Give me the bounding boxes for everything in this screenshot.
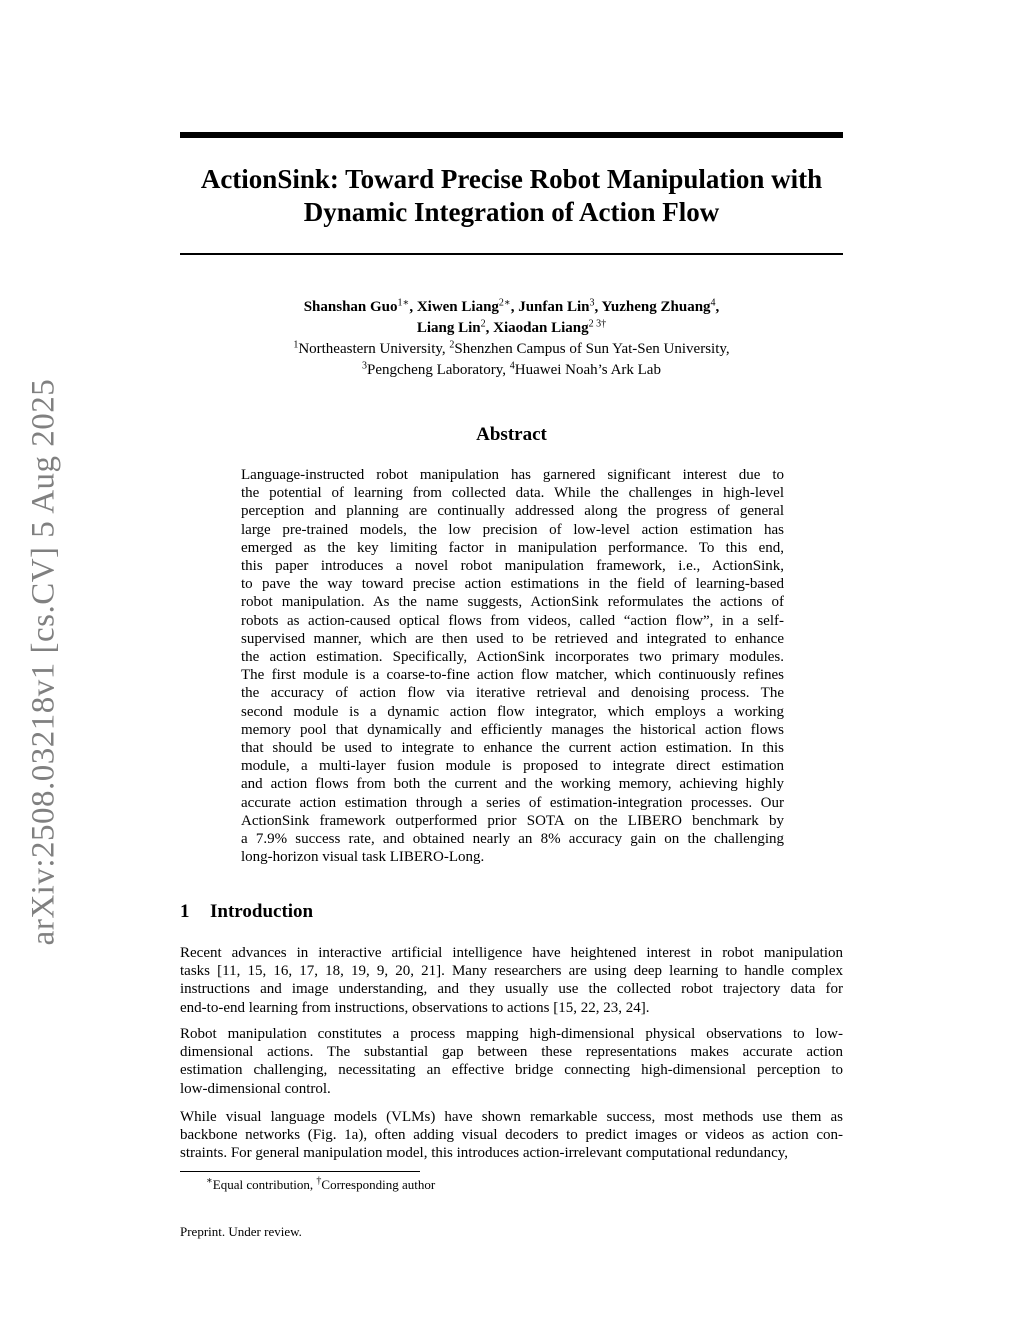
author-affiliation-mark: 2∗ bbox=[498, 297, 511, 309]
section-heading bbox=[180, 901, 313, 923]
body-paragraph bbox=[180, 1108, 843, 1163]
abstract-line: and action flows from both the current and the working memory, achieving highly bbox=[241, 776, 784, 793]
abstract-line: perception and planning are continually addressed along the progress of general bbox=[241, 503, 784, 520]
author-block bbox=[180, 297, 843, 381]
abstract-body bbox=[241, 466, 784, 866]
title-line-2: Dynamic Integration of Action Flow bbox=[303, 197, 720, 227]
abstract-line: emerged as the key limiting factor in manipulation performance. To this end, bbox=[241, 539, 784, 556]
paragraph-line: Recent advances in interactive artificial intelligence have heightened interest in robot manipulation bbox=[180, 945, 843, 961]
author-line-2 bbox=[180, 318, 843, 339]
abstract-line: robot manipulation. As the name suggests, ActionSink reformulates the actions of bbox=[241, 594, 784, 611]
paragraph-line: backbone networks (Fig. 1a), often adding visual decoders to predict images or videos as action con- bbox=[180, 1127, 843, 1144]
arxiv-stamp: arXiv:2508.03218v1 [cs.CV] 5 Aug 2025 bbox=[25, 378, 62, 946]
abstract-line: supervised manner, which are then used to be retrieved and integrated to enhance bbox=[241, 630, 784, 647]
paper-title bbox=[160, 163, 863, 229]
section-number: 1 bbox=[180, 901, 190, 922]
title-bottom-rule bbox=[180, 253, 843, 255]
abstract-line: robots as action-caused optical flows from videos, called “action flow”, in a self- bbox=[241, 612, 784, 629]
abstract-line: a 7.9% success rate, and obtained nearly an 8% accuracy gain on the challenging bbox=[241, 831, 784, 848]
abstract-line: large pre-trained models, the low precision of low-level action estimation has bbox=[241, 521, 784, 538]
body-paragraph bbox=[180, 1025, 843, 1098]
author-affiliation-mark: 3 bbox=[589, 297, 595, 309]
affiliation: Shenzhen Campus of Sun Yat-Sen University, bbox=[454, 341, 730, 357]
page-footer: Preprint. Under review. bbox=[180, 1224, 302, 1239]
author-separator: , bbox=[715, 299, 720, 315]
title-top-rule bbox=[180, 132, 843, 138]
author-affiliation-mark: 2 bbox=[480, 318, 486, 330]
abstract-line: memory pool that dynamically and efficiently manages the historical action flows bbox=[241, 721, 784, 738]
abstract-line: second module is a dynamic action flow integrator, which employs a working bbox=[241, 703, 784, 720]
author-affiliation-mark: 1∗ bbox=[397, 297, 410, 309]
affiliation-mark: 1 bbox=[293, 339, 299, 351]
paragraph-line: end-to-end learning from instructions, observations to actions [15, 22, 23, 24]. bbox=[180, 999, 650, 1016]
abstract-heading: Abstract bbox=[476, 424, 547, 445]
author-name: , Yuzheng Zhuang bbox=[594, 299, 711, 315]
author-name: , Xiwen Liang bbox=[409, 299, 499, 315]
abstract-line: the potential of learning from collected data. While the challenges in high-level bbox=[241, 485, 784, 502]
author-name: , Xiaodan Liang bbox=[485, 320, 589, 336]
title-line-1: ActionSink: Toward Precise Robot Manipulation with bbox=[200, 164, 823, 194]
abstract-line: module, a multi-layer fusion module is proposed to integrate direct estimation bbox=[241, 758, 784, 775]
footnote-mark: † bbox=[316, 1175, 322, 1187]
abstract-line: long-horizon visual task LIBERO-Long. bbox=[241, 849, 485, 866]
author-line-1 bbox=[180, 297, 843, 318]
affiliation: Pengcheng Laboratory, bbox=[367, 362, 510, 378]
footnote-text: Equal contribution, bbox=[212, 1177, 317, 1192]
footnote-rule bbox=[180, 1171, 420, 1172]
affiliation: Huawei Noah’s Ark Lab bbox=[514, 362, 661, 378]
section-title: Introduction bbox=[210, 901, 314, 922]
abstract-line: ActionSink framework outperformed prior SOTA on the LIBERO benchmark by bbox=[241, 812, 784, 829]
affiliation-line-2 bbox=[180, 360, 843, 381]
abstract-line: that should be used to integrate to enhance the current action estimation. In this bbox=[241, 740, 784, 757]
footnote-mark: ∗ bbox=[206, 1175, 213, 1187]
abstract-line: the accuracy of action flow via iterative retrieval and denoising process. The bbox=[241, 685, 784, 702]
paragraph-line: While visual language models (VLMs) have shown remarkable success, most methods use them as bbox=[180, 1109, 843, 1125]
abstract-line: the action estimation. Specifically, ActionSink incorporates two primary modules. bbox=[241, 649, 784, 666]
affiliation-line-1 bbox=[180, 339, 843, 360]
author-name: , Junfan Lin bbox=[510, 299, 590, 315]
abstract-line: to pave the way toward precise action estimations in the field of learning-based bbox=[241, 576, 784, 593]
paragraph-line: straints. For general manipulation model, this introduces action-irrelevant computational redundancy, bbox=[180, 1145, 789, 1162]
affiliation-mark: 2 bbox=[449, 339, 455, 351]
paragraph-line: tasks [11, 15, 16, 17, 18, 19, 9, 20, 21]. Many researchers are using deep learning to handle complex bbox=[180, 963, 843, 980]
body-paragraph bbox=[180, 944, 843, 1017]
footnote bbox=[206, 1177, 435, 1193]
author-name: Liang Lin bbox=[416, 320, 481, 336]
paragraph-line: Robot manipulation constitutes a process mapping high-dimensional physical observations to low- bbox=[180, 1026, 843, 1042]
author-name: Shanshan Guo bbox=[303, 299, 398, 315]
paragraph-line: instructions and image understanding, and they usually use the collected robot trajectory data for bbox=[180, 981, 843, 998]
footnote-text: Corresponding author bbox=[321, 1177, 436, 1192]
abstract-line: accurate action estimation through a series of estimation-integration processes. Our bbox=[241, 794, 784, 811]
affiliation: Northeastern University, bbox=[298, 341, 450, 357]
affiliation-mark: 4 bbox=[509, 360, 515, 372]
affiliation-mark: 3 bbox=[362, 360, 368, 372]
abstract-line: this paper introduces a novel robot manipulation framework, i.e., ActionSink, bbox=[241, 558, 784, 575]
paragraph-line: low-dimensional control. bbox=[180, 1080, 331, 1097]
paragraph-line: dimensional actions. The substantial gap between these representations makes accurate action bbox=[180, 1044, 843, 1061]
abstract-line: The first module is a coarse-to-fine action flow matcher, which continuously refines bbox=[241, 667, 784, 684]
author-affiliation-mark: 4 bbox=[710, 297, 716, 309]
paragraph-line: estimation challenging, necessitating an effective bridge connecting high-dimensional perception to bbox=[180, 1062, 843, 1079]
abstract-line: Language-instructed robot manipulation has garnered significant interest due to bbox=[241, 467, 784, 483]
author-affiliation-mark: 2 3† bbox=[588, 318, 607, 330]
